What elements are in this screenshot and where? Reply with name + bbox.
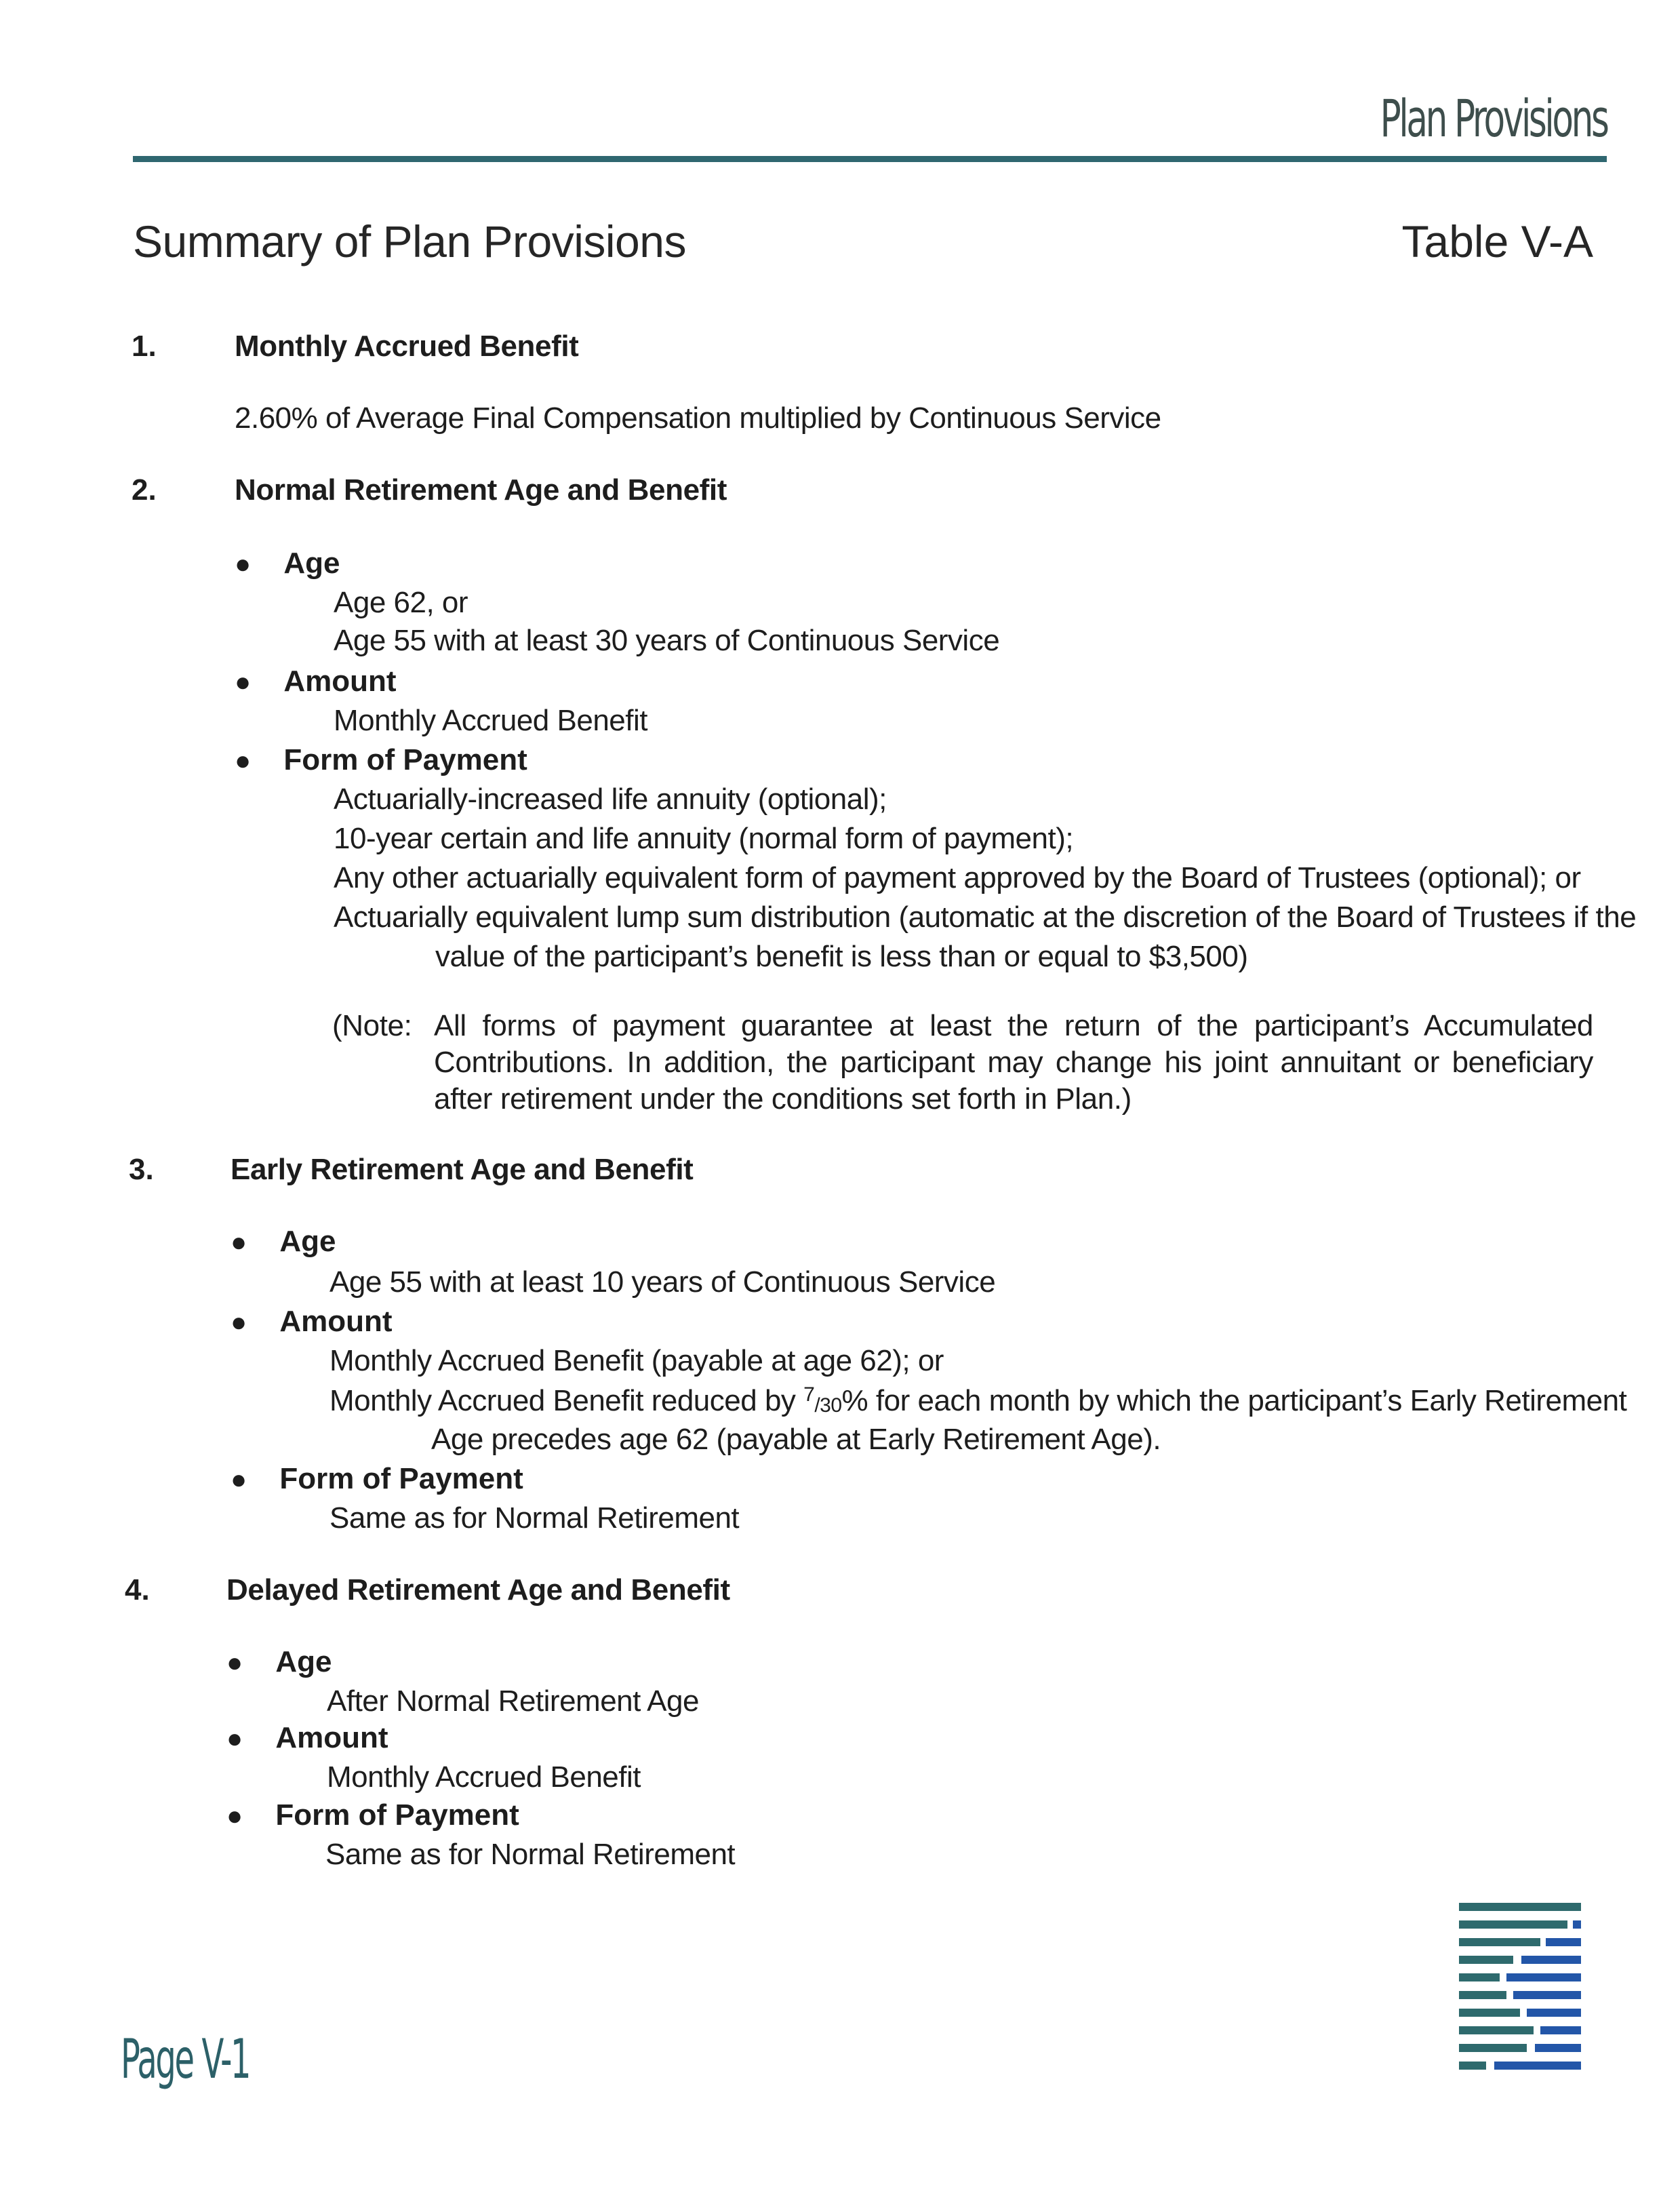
bullet-amount-3: ● Amount	[231, 1305, 393, 1338]
item-number-2: 2.	[132, 473, 157, 507]
bullet-payment-3: ● Form of Payment	[231, 1462, 523, 1495]
bullet-age-4: ● Age	[226, 1645, 332, 1678]
age-line: Age 55 with at least 10 years of Continuous Service	[329, 1265, 996, 1299]
bullet-age-3: ● Age	[231, 1225, 336, 1258]
section-header-title: Plan Provisions	[1380, 88, 1607, 149]
page-title: Summary of Plan Provisions	[133, 216, 686, 267]
item-heading-3: Early Retirement Age and Benefit	[231, 1153, 694, 1186]
bullet-dot-icon: ●	[235, 667, 252, 697]
note-block	[332, 1008, 1593, 1118]
bullet-payment-4: ● Form of Payment	[226, 1798, 519, 1832]
bullet-amount-4: ● Amount	[226, 1721, 388, 1754]
age-line: Age 55 with at least 30 years of Continuous Service	[334, 624, 1000, 657]
bullet-dot-icon: ●	[235, 746, 252, 776]
payment-line: 10-year certain and life annuity (normal form of payment);	[334, 822, 1074, 855]
note-label: (Note:	[332, 1009, 412, 1042]
age-line: Age 62, or	[334, 586, 468, 619]
note-text: All forms of payment guarantee at least the return of the participant’s Accumulated Contributions. In addition, the participant may change his joint annuitant or beneficiary after retirement under the conditions set forth in Plan.)	[434, 1009, 1593, 1116]
payment-line: Actuarially equivalent lump sum distribution (automatic at the discretion of the Board of Trustees if the	[334, 901, 1637, 934]
fraction-numerator: 7	[803, 1383, 815, 1406]
item-text-1: 2.60% of Average Final Compensation multiplied by Continuous Service	[235, 401, 1161, 435]
amount-line: Monthly Accrued Benefit	[327, 1760, 641, 1794]
fraction-denominator: 30	[820, 1394, 842, 1417]
header-divider	[133, 156, 1607, 162]
item-number-3: 3.	[129, 1153, 154, 1186]
bullet-payment-2: ● Form of Payment	[235, 743, 527, 776]
amount-line-continued: Age precedes age 62 (payable at Early Retirement Age).	[431, 1423, 1161, 1456]
item-heading-4: Delayed Retirement Age and Benefit	[226, 1573, 730, 1606]
payment-line-continued: value of the participant’s benefit is less than or equal to $3,500)	[435, 940, 1248, 973]
amount-line-fraction: Monthly Accrued Benefit reduced by $^7$/30% for each month by which the participant’s Early Retirement	[329, 1383, 1627, 1417]
bullet-dot-icon: ●	[235, 549, 252, 579]
item-heading-2: Normal Retirement Age and Benefit	[235, 473, 727, 507]
payment-line: Actuarially-increased life annuity (optional);	[334, 783, 887, 816]
bullet-dot-icon: ●	[231, 1227, 247, 1257]
page-number: Page V-1	[121, 2028, 250, 2091]
bullet-amount-2: ● Amount	[235, 665, 397, 698]
bullet-dot-icon: ●	[226, 1648, 243, 1678]
bullet-dot-icon: ●	[231, 1307, 247, 1337]
payment-line: Same as for Normal Retirement	[329, 1501, 740, 1535]
company-logo-icon	[1459, 1903, 1581, 2083]
bullet-dot-icon: ●	[231, 1465, 247, 1495]
amount-line: Monthly Accrued Benefit	[334, 704, 647, 737]
bullet-dot-icon: ●	[226, 1724, 243, 1754]
age-line: After Normal Retirement Age	[327, 1684, 699, 1718]
amount-line: Monthly Accrued Benefit (payable at age 62); or	[329, 1344, 944, 1377]
table-label: Table V-A	[1401, 216, 1593, 267]
item-number-4: 4.	[125, 1573, 150, 1606]
bullet-dot-icon: ●	[226, 1801, 243, 1831]
bullet-age-2: ● Age	[235, 547, 340, 580]
payment-line: Same as for Normal Retirement	[325, 1838, 736, 1871]
payment-line: Any other actuarially equivalent form of payment approved by the Board of Trustees (optional); or	[334, 861, 1581, 894]
item-heading-1: Monthly Accrued Benefit	[235, 330, 579, 363]
item-number-1: 1.	[132, 330, 157, 363]
